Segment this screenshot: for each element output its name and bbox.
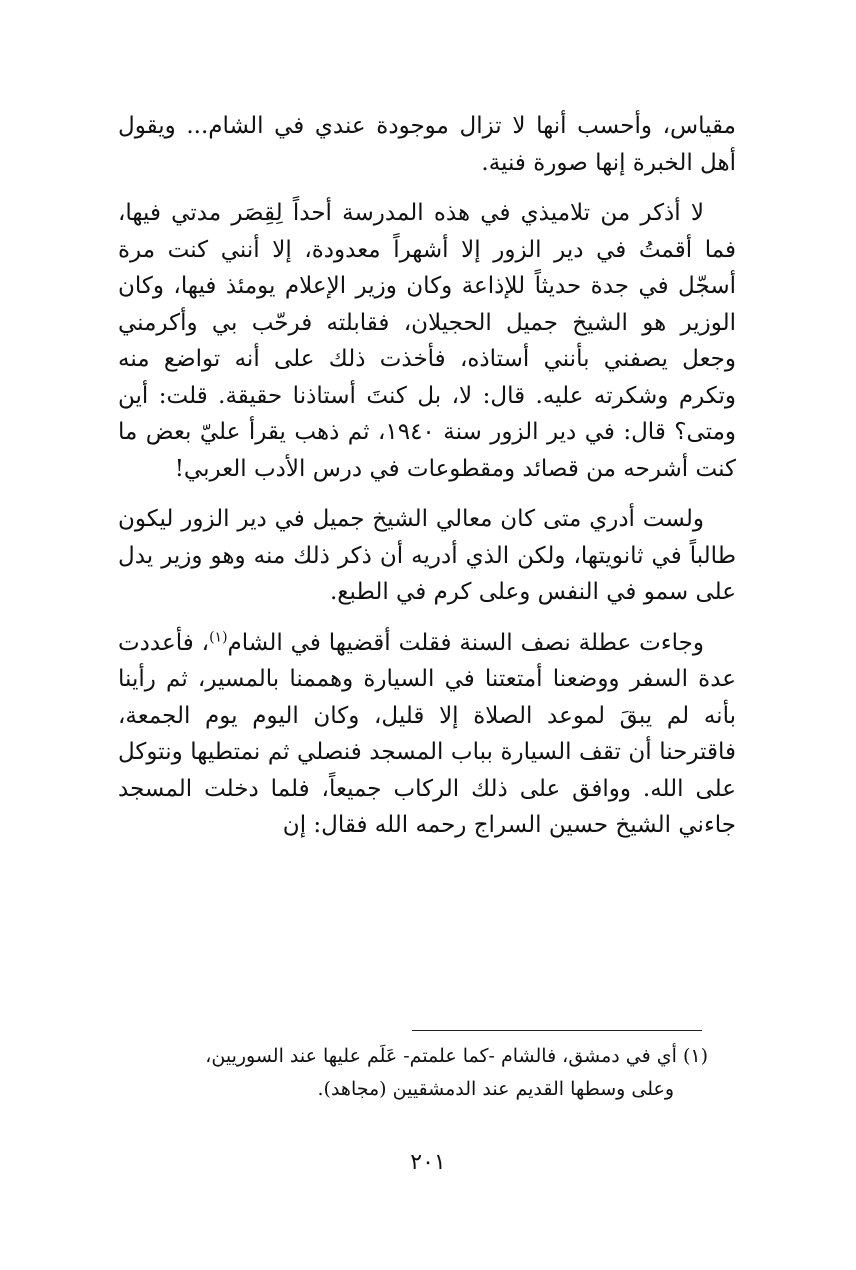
paragraph-2: لا أذكر من تلاميذي في هذه المدرسة أحداً لِقِصَر مدتي فيها، فما أقمتُ في دير الزور إلا أشهراً معدودة، إلا أنني كنت مرة أسجّل في جدة حديثاً للإذاعة وكان وزير الإعلام يومئذ فيها، وكان الوزير هو الشيخ جميل الحجيلان، فقابلته فرحّب بي وأكرمني وجعل يصفني بأنني أستاذه، فأخذت ذلك على أنه تواضع منه وتكرم وشكرته عليه. قال: لا، بل كنتَ أستاذنا حقيقة. قلت: أين ومتى؟ قال: في دير الزور سنة ١٩٤٠، ثم ذهب يقرأ عليّ بعض ما كنت أشرحه من قصائد ومقطوعات في درس الأدب العربي! [118, 200, 736, 482]
paragraph-4-rest: ، فأعددت عدة السفر ووضعنا أمتعتنا في السيارة وهممنا بالمسير، ثم رأينا بأنه لم يبقَ لموعد الصلاة إلا قليل، وكان اليوم يوم الجمعة، فاقترحنا أن تقف السيارة بباب المسجد فنصلي ثم نمتطيها ونتوكل على الله. ووافق على ذلك الركاب جميعاً، فلما دخلت المسجد جاءني الشيخ حسين السراج رحمه الله فقال: إن [118, 629, 736, 838]
footnote [118, 1040, 708, 1106]
footnote-line-1: (١) أي في دمشق، فالشام -كما علمتم- عَلَم عليها عند السوريين، [205, 1045, 708, 1067]
footnote-reference: (١) [209, 628, 228, 645]
paragraph-3: ولست أدري متى كان معالي الشيخ جميل في دير الزور ليكون طالباً في ثانويتها، ولكن الذي أدريه أن ذكر ذلك منه وهو وزير يدل على سمو في النفس وعلى كرم في الطبع. [118, 506, 736, 605]
paragraph-4-start: وجاءت عطلة نصف السنة فقلت أقضيها في الشام [227, 629, 704, 656]
footnote-divider [412, 1030, 702, 1031]
page-number: ٢٠١ [410, 1150, 446, 1175]
paragraph-4 [118, 625, 736, 844]
paragraph-1: مقياس، وأحسب أنها لا تزال موجودة عندي في الشام... ويقول أهل الخبرة إنها صورة فنية. [118, 113, 736, 176]
footnote-line-2: وعلى وسطها القديم عند الدمشقيين (مجاهد). [317, 1078, 674, 1100]
main-text [118, 108, 736, 844]
